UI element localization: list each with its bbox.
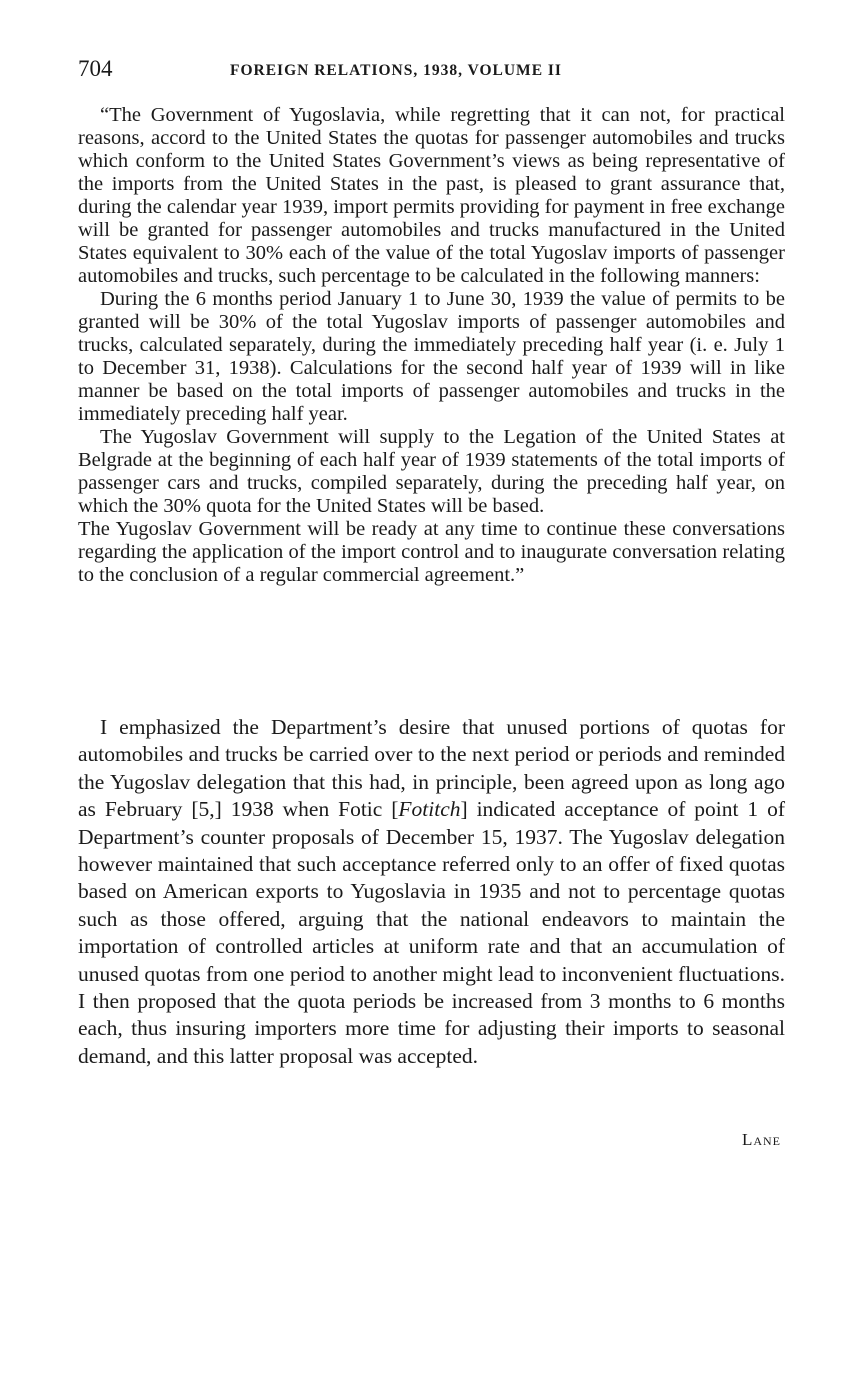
signature: Lane xyxy=(741,1130,781,1149)
quote-paragraph-3: The Yugoslav Government will supply to the Legation of the United States at Belgrade at the beginning of each half year of 1939 statements of the total imports of passenger cars and trucks, compiled separately, during the preceding half year, on which the 30% quota for the United States will be based. xyxy=(78,426,785,517)
quoted-note xyxy=(78,104,785,587)
quote-paragraph-4: The Yugoslav Government will be ready at any time to continue these conversations regarding the application of the import control and to inaugurate conversation relating to the conclusion of a regular commercial agreement.” xyxy=(78,518,785,586)
quote-paragraph-1: “The Government of Yugoslavia, while regretting that it can not, for practical reasons, accord to the United States the quotas for passenger automobiles and trucks which conform to the United States Government’s views as being representative of the imports from the United States in the past, is pleased to grant assurance that, during the calendar year 1939, import permits providing for payment in free exchange will be granted for passenger automobiles and trucks manufactured in the United States equivalent to 30% each of the value of the total Yugoslav imports of passenger automobiles and trucks, such percentage to be calculated in the following manners: xyxy=(78,104,785,287)
quote-paragraph-2: During the 6 months period January 1 to June 30, 1939 the value of permits to be granted will be 30% of the total Yugoslav imports of passenger automobiles and trucks, calculated separately, during the immediately preceding half year (i. e. July 1 to December 31, 1938). Calculations for the second half year of 1939 will in like manner be based on the total imports of passenger automobiles and trucks in the immediately preceding half year. xyxy=(78,288,785,425)
running-head: FOREIGN RELATIONS, 1938, VOLUME II xyxy=(230,62,562,79)
body-text-start: I emphasized the Department’s desire that unused portions of quotas for automobiles and trucks be carried over to the next period or periods and reminded the Yugoslav delegation that this had, in principle, been agreed upon as long ago as February [5,] 1938 when Fotic [ xyxy=(78,715,785,822)
italic-name: Fotitch xyxy=(398,797,461,822)
page-number: 704 xyxy=(78,56,113,81)
body-text-end: ] indicated acceptance of point 1 of Department’s counter proposals of December 15, 1937. The Yugoslav delegation however maintained that such acceptance referred only to an offer of fixed quotas based on American exports to Yugoslavia in 1935 and not to percentage quotas such as those offered, arguing that the national endeavors to maintain the importation of controlled articles at uniform rate and that an accumulation of unused quotas from one period to another might lead to inconvenient fluctuations. I then proposed that the quota periods be increased from 3 months to 6 months each, thus insuring importers more time for adjusting their imports to seasonal demand, and this latter proposal was accepted. xyxy=(78,797,785,1068)
body-paragraph xyxy=(78,714,785,1070)
